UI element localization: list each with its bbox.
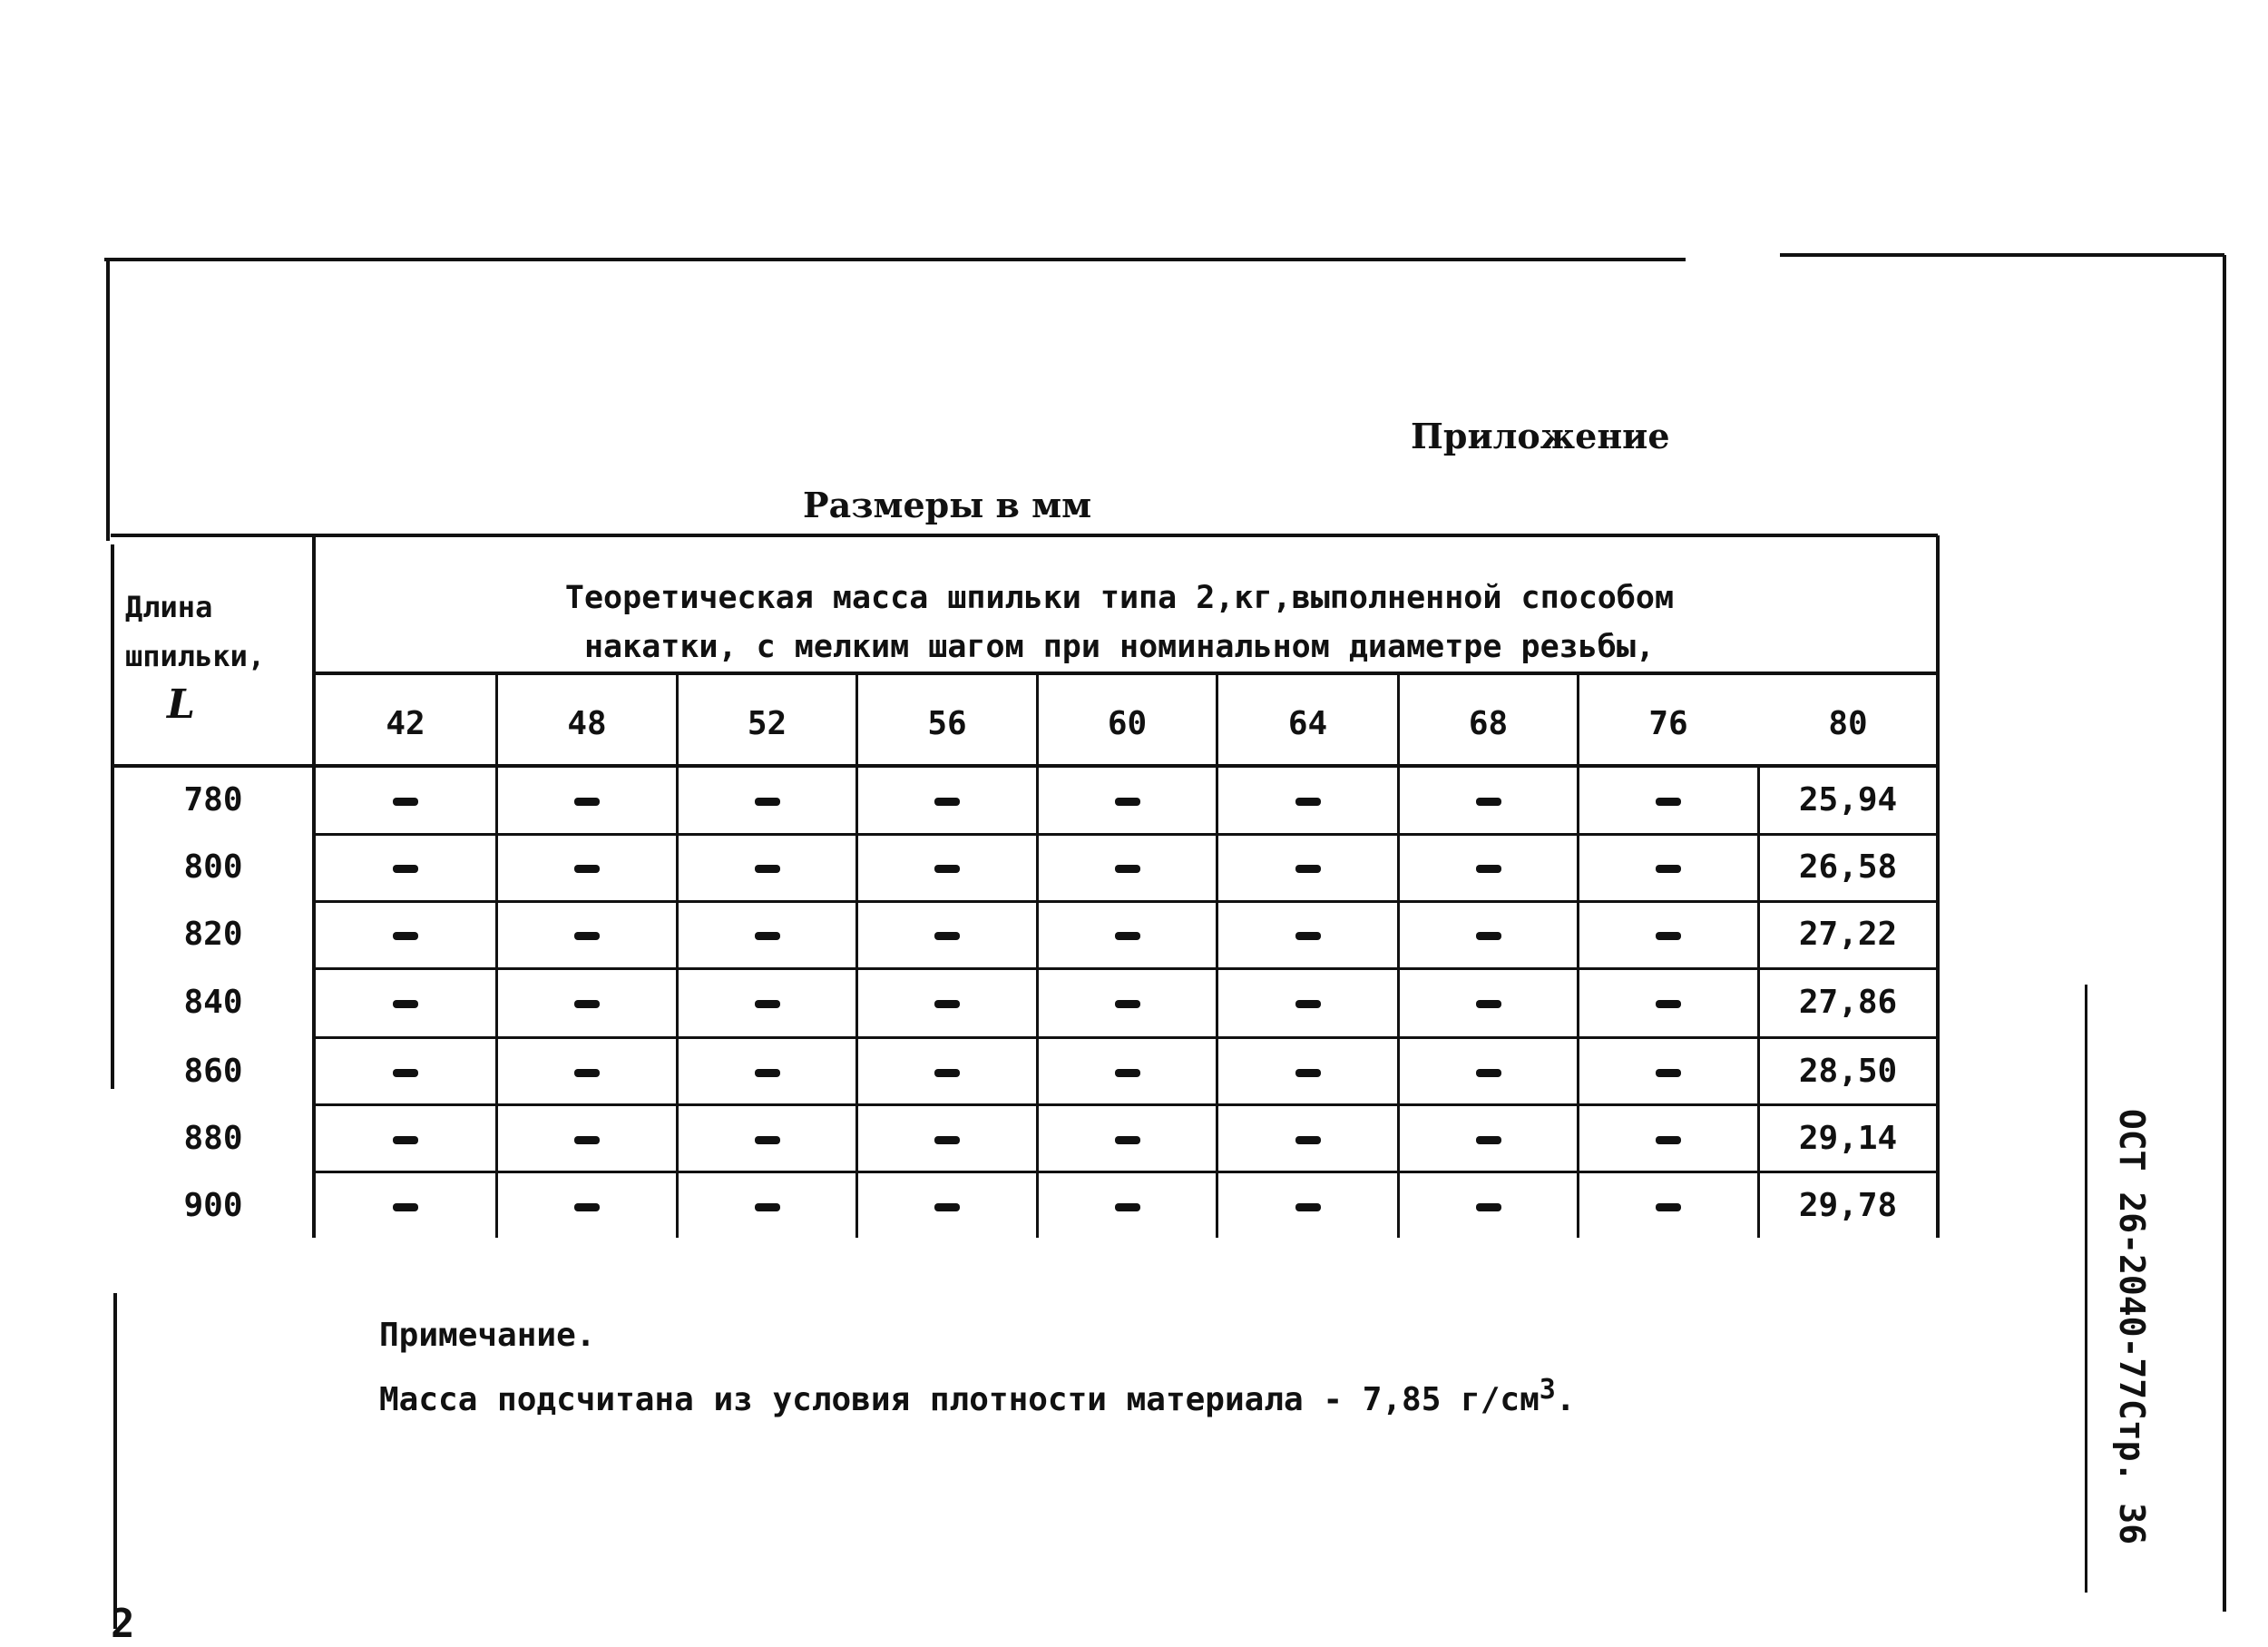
empty-value-dash xyxy=(1115,1136,1140,1144)
mass-cell xyxy=(316,986,495,1019)
empty-value-dash xyxy=(934,1069,960,1077)
corner-number: 2 xyxy=(111,1601,135,1647)
row-rule xyxy=(314,1103,1938,1106)
mass-cell: 25,94 xyxy=(1798,781,1898,819)
mass-cell xyxy=(1039,851,1216,884)
empty-value-dash xyxy=(1476,932,1501,940)
empty-value-dash xyxy=(574,1069,600,1077)
mass-cell xyxy=(679,918,855,951)
mass-cell xyxy=(1039,918,1216,951)
empty-value-dash xyxy=(393,865,418,873)
empty-value-dash xyxy=(1115,1069,1140,1077)
empty-value-dash xyxy=(1115,1000,1140,1008)
empty-value-dash xyxy=(574,1000,600,1008)
mass-cell xyxy=(1400,1190,1577,1222)
empty-value-dash xyxy=(1476,1203,1501,1211)
empty-value-dash xyxy=(574,865,600,873)
mass-cell xyxy=(1039,1190,1216,1222)
length-column-header xyxy=(125,583,265,730)
frame-left-upper xyxy=(106,260,110,541)
empty-value-dash xyxy=(1656,865,1681,873)
mass-cell xyxy=(1579,986,1757,1019)
empty-value-dash xyxy=(755,798,780,806)
empty-value-dash xyxy=(1295,932,1321,940)
empty-value-dash xyxy=(934,1136,960,1144)
header-bottom-rule xyxy=(111,764,1938,768)
mass-cell xyxy=(1039,986,1216,1019)
mass-cell xyxy=(858,1190,1036,1222)
empty-value-dash xyxy=(755,932,780,940)
empty-value-dash xyxy=(1656,798,1681,806)
empty-value-dash xyxy=(1656,1203,1681,1211)
empty-value-dash xyxy=(934,932,960,940)
mass-cell xyxy=(1579,851,1757,884)
mass-cell xyxy=(858,784,1036,817)
mass-cell xyxy=(1218,1055,1397,1088)
mass-cell xyxy=(858,986,1036,1019)
mass-cell xyxy=(1400,784,1577,817)
length-cell: 880 xyxy=(183,1120,243,1157)
mass-cell xyxy=(858,1055,1036,1088)
mass-cell xyxy=(858,851,1036,884)
length-symbol: L xyxy=(167,681,195,728)
mass-cell xyxy=(1039,784,1216,817)
frame-top-right xyxy=(1780,253,2224,257)
mass-cell xyxy=(498,986,676,1019)
mass-cell: 29,14 xyxy=(1798,1120,1898,1157)
empty-value-dash xyxy=(1656,932,1681,940)
mass-cell xyxy=(1039,1055,1216,1088)
diameter-header: 60 xyxy=(1107,705,1148,742)
units-label: Размеры в мм xyxy=(803,485,1092,525)
mass-cell xyxy=(679,1055,855,1088)
frame-left-middle xyxy=(111,544,114,1089)
mass-cell xyxy=(1579,1123,1757,1155)
mass-cell xyxy=(679,784,855,817)
empty-value-dash xyxy=(934,1203,960,1211)
row-rule xyxy=(314,967,1938,970)
diameter-header: 80 xyxy=(1828,705,1868,742)
empty-value-dash xyxy=(1476,1069,1501,1077)
row-rule xyxy=(314,1036,1938,1039)
mass-cell xyxy=(316,1123,495,1155)
empty-value-dash xyxy=(1476,798,1501,806)
mass-cell xyxy=(679,1123,855,1155)
diameter-header: 68 xyxy=(1468,705,1509,742)
empty-value-dash xyxy=(1115,865,1140,873)
empty-value-dash xyxy=(1476,1000,1501,1008)
diameter-header: 48 xyxy=(567,705,607,742)
length-header-line: Длина xyxy=(125,590,213,624)
length-cell: 800 xyxy=(183,848,243,886)
length-cell: 840 xyxy=(183,984,243,1021)
mass-cell xyxy=(316,1190,495,1222)
mass-cell: 26,58 xyxy=(1798,848,1898,886)
empty-value-dash xyxy=(934,865,960,873)
note-block xyxy=(379,1309,1576,1427)
empty-value-dash xyxy=(393,1000,418,1008)
mass-cell xyxy=(858,1123,1036,1155)
mass-cell: 27,86 xyxy=(1798,984,1898,1021)
mass-cell xyxy=(1579,784,1757,817)
empty-value-dash xyxy=(1115,798,1140,806)
mass-cell xyxy=(316,918,495,951)
empty-value-dash xyxy=(1295,865,1321,873)
length-cell: 780 xyxy=(183,781,243,819)
diameter-header: 76 xyxy=(1648,705,1688,742)
diameter-header: 56 xyxy=(927,705,967,742)
mass-cell xyxy=(1400,1055,1577,1088)
frame-left-lower xyxy=(113,1293,117,1629)
length-cell: 900 xyxy=(183,1187,243,1224)
empty-value-dash xyxy=(1295,798,1321,806)
row-rule xyxy=(314,1171,1938,1173)
mass-cell xyxy=(1218,1190,1397,1222)
mass-header-line: накатки, с мелким шагом при номинальном диаметре резьбы, xyxy=(583,629,1656,665)
mass-group-header xyxy=(314,574,1925,672)
mass-cell: 27,22 xyxy=(1798,916,1898,953)
group-header-rule xyxy=(314,672,1938,675)
empty-value-dash xyxy=(393,1203,418,1211)
length-cell: 820 xyxy=(183,916,243,953)
row-rule xyxy=(314,833,1938,836)
empty-value-dash xyxy=(393,1069,418,1077)
mass-cell xyxy=(1579,918,1757,951)
mass-cell xyxy=(1218,918,1397,951)
mass-cell xyxy=(498,851,676,884)
empty-value-dash xyxy=(1295,1203,1321,1211)
note-trailing: . xyxy=(1555,1381,1576,1418)
empty-value-dash xyxy=(755,865,780,873)
empty-value-dash xyxy=(574,932,600,940)
document-code: ОСТ 26-2040-77 xyxy=(2112,1108,2152,1400)
mass-cell xyxy=(679,1190,855,1222)
mass-cell xyxy=(1400,918,1577,951)
empty-value-dash xyxy=(574,798,600,806)
mass-cell xyxy=(1039,1123,1216,1155)
empty-value-dash xyxy=(755,1000,780,1008)
frame-right xyxy=(2223,255,2226,1612)
mass-cell xyxy=(316,784,495,817)
side-stamp-line xyxy=(2085,985,2087,1593)
page-number: Стр. 36 xyxy=(2112,1398,2152,1545)
mass-cell xyxy=(1579,1055,1757,1088)
mass-cell xyxy=(316,1055,495,1088)
mass-cell xyxy=(1218,784,1397,817)
diameter-header: 42 xyxy=(386,705,425,742)
mass-cell xyxy=(679,851,855,884)
mass-cell xyxy=(858,918,1036,951)
mass-cell: 29,78 xyxy=(1798,1187,1898,1224)
empty-value-dash xyxy=(574,1203,600,1211)
diameter-header: 52 xyxy=(747,705,787,742)
note-text: Масса подсчитана из условия плотности материала - 7,85 г/см xyxy=(379,1381,1540,1418)
mass-cell xyxy=(498,784,676,817)
empty-value-dash xyxy=(1476,865,1501,873)
length-cell: 860 xyxy=(183,1053,243,1090)
mass-cell xyxy=(1400,851,1577,884)
row-rule xyxy=(314,900,1938,903)
empty-value-dash xyxy=(1656,1136,1681,1144)
note-title: Примечание. xyxy=(379,1317,596,1354)
empty-value-dash xyxy=(1115,1203,1140,1211)
diameter-header: 64 xyxy=(1287,705,1328,742)
mass-cell xyxy=(1579,1190,1757,1222)
empty-value-dash xyxy=(1295,1136,1321,1144)
mass-cell xyxy=(316,851,495,884)
empty-value-dash xyxy=(393,798,418,806)
mass-cell xyxy=(1218,1123,1397,1155)
mass-cell xyxy=(1218,986,1397,1019)
mass-cell xyxy=(498,1190,676,1222)
mass-cell xyxy=(498,1123,676,1155)
note-superscript: 3 xyxy=(1539,1374,1556,1406)
mass-cell xyxy=(1400,986,1577,1019)
empty-value-dash xyxy=(1115,932,1140,940)
empty-value-dash xyxy=(393,932,418,940)
empty-value-dash xyxy=(1476,1136,1501,1144)
appendix-label: Приложение xyxy=(1411,416,1670,456)
empty-value-dash xyxy=(1295,1000,1321,1008)
empty-value-dash xyxy=(934,1000,960,1008)
mass-cell xyxy=(1400,1123,1577,1155)
mass-cell: 28,50 xyxy=(1798,1053,1898,1090)
mass-cell xyxy=(679,986,855,1019)
table-top-border xyxy=(111,534,1938,537)
empty-value-dash xyxy=(755,1203,780,1211)
empty-value-dash xyxy=(934,798,960,806)
mass-cell xyxy=(498,1055,676,1088)
length-header-line: шпильки, xyxy=(125,639,266,673)
frame-top-left xyxy=(104,258,1686,261)
mass-cell xyxy=(1218,851,1397,884)
empty-value-dash xyxy=(574,1136,600,1144)
empty-value-dash xyxy=(755,1069,780,1077)
empty-value-dash xyxy=(755,1136,780,1144)
empty-value-dash xyxy=(1295,1069,1321,1077)
mass-cell xyxy=(498,918,676,951)
note-text-line xyxy=(379,1363,1576,1427)
empty-value-dash xyxy=(1656,1000,1681,1008)
table-right-border xyxy=(1936,535,1940,1238)
empty-value-dash xyxy=(393,1136,418,1144)
mass-header-line: Теоретическая масса шпильки типа 2,кг,выполненной способом xyxy=(564,580,1675,616)
empty-value-dash xyxy=(1656,1069,1681,1077)
